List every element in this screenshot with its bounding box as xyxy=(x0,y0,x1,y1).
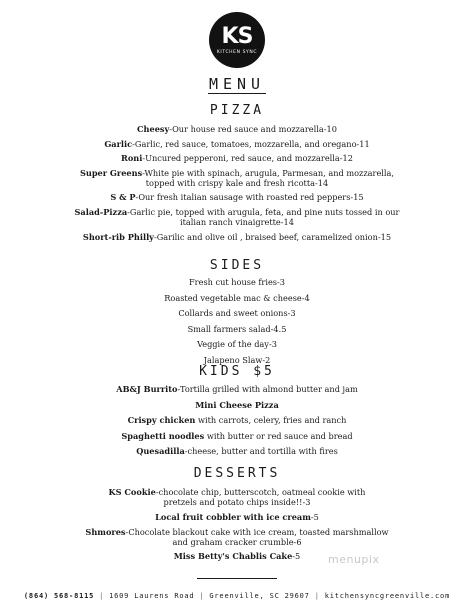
item-name: Crispy chicken xyxy=(127,415,196,426)
item-name: Roni xyxy=(121,153,143,164)
item-desc: -5 xyxy=(310,511,319,522)
kids-list xyxy=(40,384,434,462)
item-name: KS Cookie xyxy=(108,487,156,497)
item-desc: with carrots, celery, fries and ranch xyxy=(195,415,347,426)
item-name: AB&J Burrito xyxy=(116,384,178,394)
item-desc: -Garlic, red sauce, tomatoes, mozzarella, and oregano-11 xyxy=(132,138,370,149)
footer-rule xyxy=(197,578,277,579)
item-desc: -chocolate chip, butterscotch, oatmeal cookie with xyxy=(155,487,366,497)
menu-item xyxy=(40,232,434,242)
item-desc-line2: topped with crispy kale and fresh ricotta-14 xyxy=(145,177,329,188)
item-desc: with butter or red sauce and bread xyxy=(204,430,353,441)
item-desc: -Tortilla grilled with almond butter and jam xyxy=(177,384,358,394)
menu-item: Collards and sweet onions-3 xyxy=(178,308,296,319)
footer-phone: (864) 568-8115 xyxy=(23,592,95,600)
menupix-watermark: menupix xyxy=(328,553,380,566)
menu-item xyxy=(40,168,434,188)
sides-list xyxy=(40,277,434,371)
footer-website[interactable]: kitchensyncgreenville.com xyxy=(324,592,451,600)
menu-title: MENU xyxy=(208,75,266,93)
footer-separator: | xyxy=(199,592,205,600)
item-desc: -cheese, butter and tortilla with fires xyxy=(184,446,338,457)
item-name: Quesadilla xyxy=(136,446,185,457)
menu-item xyxy=(40,207,434,227)
item-name: Super Greens xyxy=(79,167,143,178)
item-name: Shmores xyxy=(85,526,126,537)
item-name: S & P xyxy=(110,192,136,203)
menu-item xyxy=(40,527,434,547)
menu-item xyxy=(40,446,434,456)
menu-item: Veggie of the day-3 xyxy=(197,339,277,350)
footer-address: 1609 Laurens Road xyxy=(109,592,195,600)
menu-item xyxy=(40,487,434,507)
footer-separator: | xyxy=(314,592,320,600)
section-title-kids: KIDS $5 xyxy=(199,364,275,379)
menu-item xyxy=(40,139,434,149)
item-desc-line2: and graham cracker crumble-6 xyxy=(172,536,302,547)
section-title-pizza: PIZZA xyxy=(209,103,265,118)
menu-item: Fresh cut house fries-3 xyxy=(189,277,285,287)
item-desc: -Chocolate blackout cake with ice cream, toasted marshmallow xyxy=(125,526,389,537)
footer-separator: | xyxy=(99,592,105,600)
menu-item xyxy=(40,384,434,394)
item-desc: -Uncured pepperoni, red sauce, and mozzarella-12 xyxy=(142,153,353,164)
menu-item: Jalapeno Slaw-2 xyxy=(203,354,271,365)
menu-item: Roasted vegetable mac & cheese-4 xyxy=(164,292,310,303)
menu-item xyxy=(40,415,434,425)
item-name: Garlic xyxy=(104,138,133,149)
item-name: Cheesy xyxy=(137,124,170,134)
menu-item xyxy=(40,192,434,202)
item-desc-line2: pretzels and potato chips inside!!-3 xyxy=(163,497,311,507)
item-name: Spaghetti noodles xyxy=(121,430,205,441)
logo-text: KITCHEN SYNC xyxy=(216,49,258,55)
item-name: Short-rib Philly xyxy=(82,231,154,242)
menu-item: Small farmers salad-4.5 xyxy=(187,323,287,334)
item-desc-line2: italian ranch vinaigrette-14 xyxy=(180,216,294,227)
item-name: Local fruit cobbler with ice cream xyxy=(155,511,311,522)
menu-item xyxy=(40,431,434,441)
pizza-list xyxy=(40,124,434,246)
menu-item xyxy=(40,512,434,522)
menu-item xyxy=(40,153,434,163)
item-desc: -Garilic and olive oil , braised beef, caramelized onion-15 xyxy=(153,231,392,242)
menu-item xyxy=(40,400,434,410)
item-desc: -5 xyxy=(292,551,301,562)
footer-city: Greenville, SC 29607 xyxy=(209,592,310,600)
footer xyxy=(0,592,474,600)
item-desc: -White pie with spinach, arugula, Parmesan, and mozzarella, xyxy=(142,167,395,178)
section-title-sides: SIDES xyxy=(209,258,265,273)
item-name: Miss Betty's Chablis Cake xyxy=(173,551,293,562)
kitchen-sync-logo xyxy=(209,12,265,68)
item-desc: -Garlic pie, topped with arugula, feta, and pine nuts tossed in our xyxy=(127,206,400,217)
section-title-desserts: DESSERTS xyxy=(193,466,281,481)
item-name: Salad-Pizza xyxy=(74,206,128,217)
menu-title-rule xyxy=(208,93,266,94)
menu-item xyxy=(40,124,434,134)
item-desc: -Our fresh italian sausage with roasted red peppers-15 xyxy=(135,192,364,203)
logo-mark: KS xyxy=(221,23,253,49)
item-name: Mini Cheese Pizza xyxy=(195,399,279,410)
item-desc: -Our house red sauce and mozzarella-10 xyxy=(169,124,337,134)
